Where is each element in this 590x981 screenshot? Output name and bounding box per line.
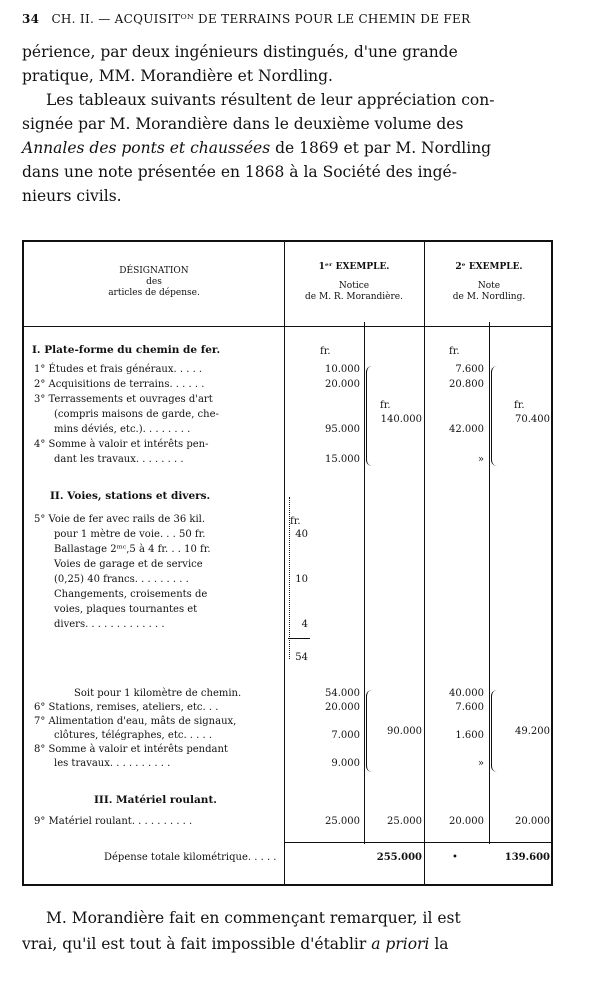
value-morandiere: 10.000 bbox=[325, 364, 360, 375]
unit-label: fr. bbox=[514, 400, 525, 411]
row-label: les travaux. . . . . . . . . . bbox=[54, 758, 171, 769]
final-nordling-mark: • bbox=[452, 852, 458, 863]
column-rule bbox=[424, 242, 425, 884]
value-nordling: 7.600 bbox=[455, 702, 484, 713]
subtotal-nordling: 49.200 bbox=[515, 726, 550, 737]
section-heading: I. Plate-forme du chemin de fer. bbox=[32, 344, 221, 356]
final-nordling: 139.600 bbox=[504, 852, 550, 863]
text-line: vrai, qu'il est tout à fait impossible d'établir a priori la bbox=[22, 935, 449, 953]
header-rule bbox=[24, 326, 551, 327]
row-label: 4° Somme à valoir et intérêts pen- bbox=[34, 439, 209, 450]
value-nordling: 7.600 bbox=[455, 364, 484, 375]
column-rule bbox=[364, 322, 365, 844]
subtotal-morandiere: 90.000 bbox=[387, 726, 422, 737]
header-designation: DÉSIGNATION des articles de dépense. bbox=[108, 266, 200, 298]
item-5-sum: 54 bbox=[295, 652, 308, 663]
value-nordling: » bbox=[477, 454, 484, 465]
value-nordling: 42.000 bbox=[449, 424, 484, 435]
header-example-2: 2ᵉ EXEMPLE. Note de M. Nordling. bbox=[452, 262, 526, 302]
value-nordling: 1.600 bbox=[455, 730, 484, 741]
row-label: Voies de garage et de service bbox=[54, 559, 203, 570]
unit-label: fr. bbox=[380, 400, 391, 411]
row-label: voies, plaques tournantes et bbox=[54, 604, 198, 615]
closing-paragraph bbox=[22, 905, 557, 957]
item-5-value: 4 bbox=[301, 619, 308, 630]
value-morandiere: 25.000 bbox=[325, 816, 360, 827]
value-morandiere: 9.000 bbox=[331, 758, 360, 769]
sum-rule bbox=[288, 638, 310, 639]
row-label: 5° Voie de fer avec rails de 36 kil. bbox=[34, 514, 206, 525]
row-label: Ballastage 2ᵐᶜ,5 à 4 fr. . . 10 fr. bbox=[54, 544, 211, 555]
row-label: dant les travaux. . . . . . . . bbox=[54, 454, 184, 465]
row-label: 7° Alimentation d'eau, mâts de signaux, bbox=[34, 716, 237, 727]
running-header bbox=[22, 12, 577, 26]
text-line: pratique, MM. Morandière et Nordling. bbox=[22, 67, 333, 85]
section-heading: II. Voies, stations et divers. bbox=[50, 490, 211, 502]
unit-label: fr. bbox=[449, 346, 460, 357]
subtotal-nordling: 70.400 bbox=[515, 414, 550, 425]
value-morandiere: 95.000 bbox=[325, 424, 360, 435]
unit-label: fr. bbox=[290, 516, 301, 527]
text-line: Annales des ponts et chaussées de 1869 et par M. Nordling bbox=[22, 139, 492, 157]
total-rule bbox=[284, 842, 551, 843]
text-line: périence, par deux ingénieurs distingués, d'une grande bbox=[22, 43, 458, 61]
item-5-value: 40 bbox=[295, 529, 308, 540]
row-label: clôtures, télégraphes, etc. . . . . bbox=[54, 730, 213, 741]
column-rule bbox=[489, 322, 490, 844]
value-nordling: 40.000 bbox=[449, 688, 484, 699]
row-label: (compris maisons de garde, che- bbox=[54, 409, 219, 420]
section-heading: III. Matériel roulant. bbox=[94, 794, 217, 806]
row-label: divers. . . . . . . . . . . . . bbox=[54, 619, 165, 630]
text-line: M. Morandière fait en commençant remarquer, il est bbox=[46, 909, 461, 927]
column-rule bbox=[284, 242, 285, 884]
row-label: 2° Acquisitions de terrains. . . . . . bbox=[34, 379, 205, 390]
cost-table bbox=[22, 240, 553, 886]
row-label: 1° Études et frais généraux. . . . . bbox=[34, 364, 203, 375]
header-example-1: 1ᵉʳ EXEMPLE. Notice de M. R. Morandière. bbox=[305, 262, 403, 302]
row-label: Changements, croisements de bbox=[54, 589, 208, 600]
row-label: 3° Terrassements et ouvrages d'art bbox=[34, 394, 213, 405]
row-label: pour 1 mètre de voie. . . 50 fr. bbox=[54, 529, 206, 540]
text-line: Les tableaux suivants résultent de leur appréciation con- bbox=[46, 91, 495, 109]
row-label: mins déviés, etc.). . . . . . . . bbox=[54, 424, 191, 435]
value-nordling-total: 20.000 bbox=[515, 816, 550, 827]
page-number: 34 bbox=[22, 12, 40, 26]
text-line: dans une note présentée en 1868 à la Société des ingé- bbox=[22, 163, 457, 181]
row-label: Soit pour 1 kilomètre de chemin. bbox=[74, 688, 242, 699]
journal-title: Annales des ponts et chaussées bbox=[22, 139, 271, 157]
text-line: signée par M. Morandière dans le deuxième volume des bbox=[22, 115, 464, 133]
intro-paragraph bbox=[22, 40, 552, 208]
value-morandiere: 15.000 bbox=[325, 454, 360, 465]
value-morandiere-total: 25.000 bbox=[387, 816, 422, 827]
unit-label: fr. bbox=[320, 346, 331, 357]
row-label: 9° Matériel roulant. . . . . . . . . . bbox=[34, 816, 193, 827]
final-label: Dépense totale kilométrique. . . . . bbox=[104, 852, 277, 863]
row-label: 8° Somme à valoir et intérêts pendant bbox=[34, 744, 228, 755]
value-morandiere: 54.000 bbox=[325, 688, 360, 699]
row-label: (0,25) 40 francs. . . . . . . . . bbox=[54, 574, 189, 585]
value-nordling: 20.000 bbox=[449, 816, 484, 827]
text-line: nieurs civils. bbox=[22, 187, 122, 205]
value-morandiere: 20.000 bbox=[325, 379, 360, 390]
item-5-value: 10 bbox=[295, 574, 308, 585]
value-morandiere: 20.000 bbox=[325, 702, 360, 713]
value-nordling: 20.800 bbox=[449, 379, 484, 390]
running-title: CH. II. — ACQUISITᴼᴺ DE TERRAINS POUR LE CHEMIN DE FER bbox=[51, 12, 471, 26]
value-nordling: » bbox=[477, 758, 484, 769]
subtotal-morandiere: 140.000 bbox=[380, 414, 422, 425]
value-morandiere: 7.000 bbox=[331, 730, 360, 741]
final-morandiere: 255.000 bbox=[376, 852, 422, 863]
row-label: 6° Stations, remises, ateliers, etc. . . bbox=[34, 702, 219, 713]
